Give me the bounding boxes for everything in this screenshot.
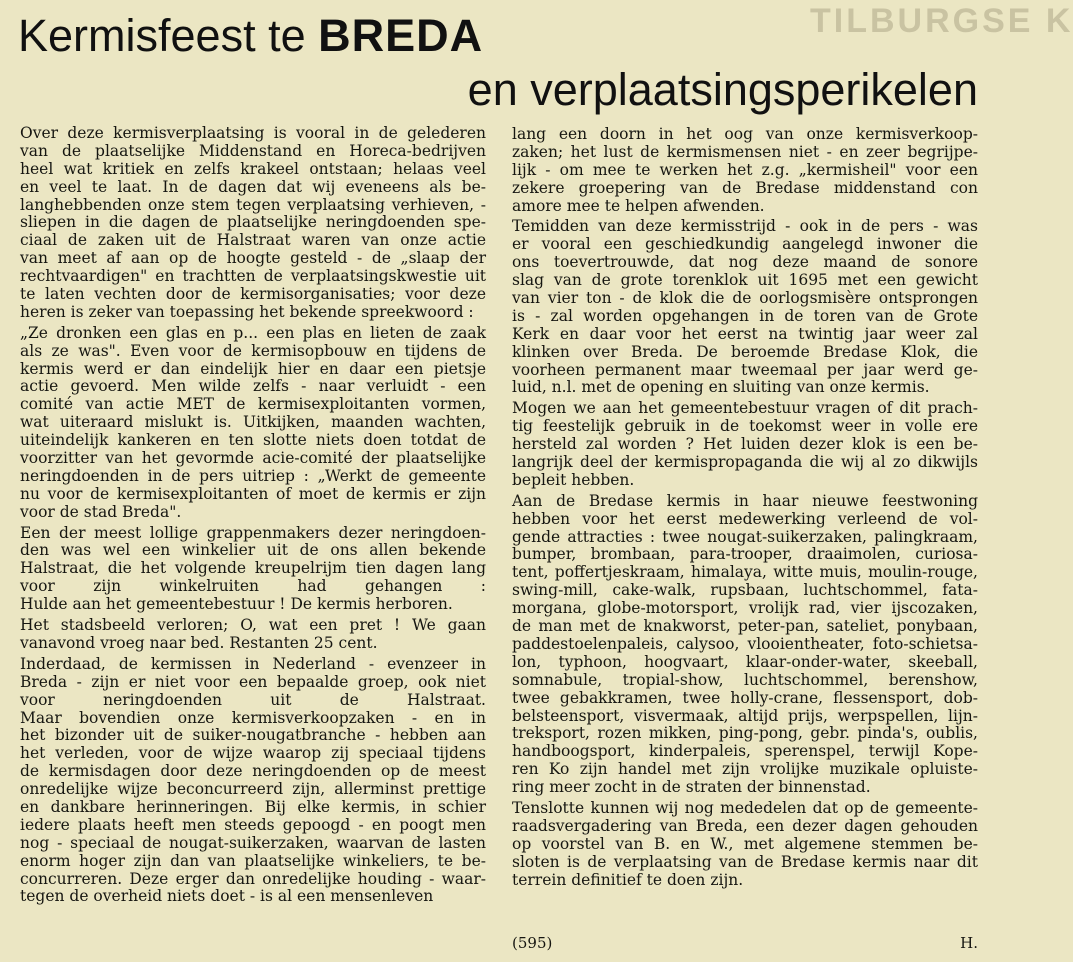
- text-line: sliepen in die dagen de plaatselijke neringdoenden spe-: [20, 213, 486, 232]
- paragraph: [512, 400, 978, 489]
- text-line: Breda - zijn er niet voor een bepaalde groep, ook niet: [20, 672, 486, 691]
- text-line: lon, typhoon, hoogvaart, klaar-onder-water, skeeball,: [512, 652, 978, 671]
- text-line: wat uiteraard mislukt is. Uitkijken, maanden wachten,: [20, 413, 486, 432]
- text-line: voor zijn winkelruiten had gehangen :: [20, 577, 486, 596]
- page-reference-number: (595): [512, 934, 553, 952]
- text-line: kermis werd er dan eindelijk hier en daar een pietsje: [20, 359, 486, 378]
- text-line: van vier ton - de klok die de oorlogsmisère ontsprongen: [512, 289, 978, 308]
- text-line: voorheen permanent maar tweemaal per jaar werd ge-: [512, 360, 978, 379]
- text-line: zekere groepering van de Bredase middenstand con: [512, 178, 978, 197]
- text-line: en dankbare herinneringen. Bij elke kermis, in schier: [20, 797, 486, 816]
- text-line: Mogen we aan het gemeentebestuur vragen of dit prach-: [512, 399, 978, 418]
- paragraph: [20, 656, 486, 906]
- text-line: hebben voor het eerst medewerking verleend de vol-: [512, 509, 978, 528]
- text-line: gende attracties : twee nougat-suikerzaken, palingkraam,: [512, 527, 978, 546]
- text-line: het bizonder uit de suiker-nougatbranche - hebben aan: [20, 726, 486, 745]
- text-line: de kermisdagen door deze neringdoenden op de meest: [20, 762, 486, 781]
- text-line: van meet af aan op de hoogte gesteld - de „slaap der: [20, 249, 486, 268]
- text-line: Tenslotte kunnen wij nog mededelen dat op de gemeente-: [512, 798, 978, 817]
- author-signature: H.: [960, 934, 978, 952]
- text-line: treksport, rozen mikken, ping-pong, gebr. pinda's, oublis,: [512, 724, 978, 743]
- text-line: langhebbenden onze stem tegen verplaatsing verhieven, -: [20, 195, 486, 214]
- text-line: tig feestelijk gebruik in de toekomst weer in volle ere: [512, 417, 978, 436]
- text-line: hersteld zal worden ? Het luiden dezer klok is een be-: [512, 435, 978, 454]
- text-line: van de plaatselijke Middenstand en Horeca-bedrijven: [20, 141, 486, 160]
- text-line: zaken; het lust de kermismensen niet - en zeer begrijpe-: [512, 142, 978, 161]
- text-line: lijk - om mee te werken het z.g. „kermisheil" voor een: [512, 160, 978, 179]
- article-footer: [512, 934, 978, 952]
- text-line: „Ze dronken een glas en p... een plas en lieten de zaak: [20, 323, 486, 342]
- text-line: het verleden, voor de wijze waarop zij speciaal tijdens: [20, 744, 486, 763]
- text-line: concurreren. Deze erger dan onredelijke houding - waar-: [20, 869, 486, 888]
- text-line: ciaal de zaken uit de Halstraat waren van onze actie: [20, 231, 486, 250]
- text-line: handboogsport, kinderpaleis, sperenspel, terwijl Kope-: [512, 742, 978, 761]
- article-title: [18, 8, 483, 64]
- text-line: er vooral een geschiedkundig aangelegd inwoner die: [512, 235, 978, 254]
- paragraph: [20, 325, 486, 522]
- text-line: is - zal worden opgehangen in de toren van de Grote: [512, 306, 978, 325]
- text-line: luid, n.l. met de opening en sluiting van onze kermis.: [512, 378, 930, 397]
- text-line: voor de stad Breda".: [20, 502, 182, 521]
- paragraph: [512, 800, 978, 889]
- article-title-line2: en verplaatsingsperikelen: [467, 64, 978, 115]
- text-line: Kerk en daar voor het eerst na twintig jaar weer zal: [512, 324, 978, 343]
- text-line: Het stadsbeeld verloren; O, wat een pret ! We gaan: [20, 616, 486, 635]
- text-line: en veel te laat. In de dagen dat wij eveneens als be-: [20, 177, 486, 196]
- text-line: ons toevertrouwde, dat nog deze maand de sonore: [512, 253, 978, 272]
- text-line: rechtvaardigen" en trachtten de verplaatsingskwestie uit: [20, 267, 486, 286]
- text-line: nog - speciaal de nougat-suikerzaken, waarvan de lasten: [20, 833, 486, 852]
- text-line: voorzitter van het gevormde acie-comité der plaatselijke: [20, 449, 486, 468]
- right-column: [512, 126, 978, 889]
- text-line: twee gebakkramen, twee holly-crane, flessensport, dob-: [512, 688, 978, 707]
- text-line: onredelijke wijze beconcurreerd zijn, allerminst prettige: [20, 780, 486, 799]
- text-line: terrein definitief te doen zijn.: [512, 870, 744, 889]
- text-line: voor neringdoenden uit de Halstraat.: [20, 690, 486, 709]
- text-line: enorm hoger zijn dan van plaatselijke winkeliers, te be-: [20, 851, 486, 870]
- text-line: ring meer zocht in de straten der binnenstad.: [512, 778, 871, 797]
- text-line: vanavond vroeg naar bed. Restanten 25 cent.: [20, 633, 378, 652]
- text-line: Een der meest lollige grappenmakers dezer neringdoen-: [20, 523, 486, 542]
- text-line: nu voor de kermisexploitanten of moet de kermis er zijn: [20, 484, 486, 503]
- text-line: uiteindelijk kankeren en ten slotte niets doen totdat de: [20, 431, 486, 450]
- text-line: Aan de Bredase kermis in haar nieuwe feestwoning: [512, 491, 978, 510]
- left-column: [20, 125, 486, 906]
- bleed-through-heading: TILBURGSE K: [810, 2, 1073, 40]
- text-line: de man met de knakworst, peter-pan, sateliet, ponybaan,: [512, 617, 978, 636]
- text-line: raadsvergadering van Breda, een dezer dagen gehouden: [512, 816, 978, 835]
- text-line: bumper, brombaan, para-trooper, draaimolen, curiosa-: [512, 545, 978, 564]
- title-prefix: Kermisfeest te: [18, 10, 319, 61]
- text-line: lang een doorn in het oog van onze kermisverkoop-: [512, 125, 978, 143]
- text-line: Over deze kermisverplaatsing is vooral in de gelederen: [20, 124, 486, 142]
- text-line: op voorstel van B. en W., met algemene stemmen be-: [512, 834, 978, 853]
- text-line: slag van de grote torenklok uit 1695 met een gewicht: [512, 271, 978, 290]
- text-line: Maar bovendien onze kermisverkoopzaken - en in: [20, 708, 486, 727]
- text-line: Hulde aan het gemeentebestuur ! De kermis herboren.: [20, 595, 453, 614]
- text-line: Halstraat, die het volgende kreupelrijm tien dagen lang: [20, 559, 486, 578]
- text-line: comité van actie MET de kermisexploitanten vormen,: [20, 395, 486, 414]
- text-line: neringdoenden in de pers uitriep : „Werkt de gemeente: [20, 466, 486, 485]
- text-line: tent, poffertjeskraam, himalaya, witte muis, moulin-rouge,: [512, 563, 978, 582]
- text-line: ren Ko zijn handel met zijn vrolijke muzikale opluiste-: [512, 760, 978, 779]
- text-line: den was wel een winkelier uit de ons allen bekende: [20, 541, 486, 560]
- text-line: langrijk deel der kermispropaganda die wij al zo dikwijls: [512, 453, 978, 472]
- text-line: sloten is de verplaatsing van de Bredase kermis naar dit: [512, 852, 978, 871]
- text-line: paddestoelenpaleis, calysoo, vlooientheater, foto-schietsa-: [512, 634, 978, 653]
- text-line: morgana, globe-motorsport, vrolijk rad, vier ijscozaken,: [512, 599, 978, 618]
- text-line: te laten vechten door de kermisorganisaties; voor deze: [20, 285, 486, 304]
- text-line: bepleit hebben.: [512, 470, 635, 489]
- text-line: amore mee te helpen afwenden.: [512, 196, 765, 215]
- paragraph: [20, 125, 486, 322]
- text-line: tegen de overheid niets doet - is al een mensenleven: [20, 887, 434, 906]
- title-emphasis: BREDA: [318, 10, 484, 61]
- paragraph: [512, 126, 978, 215]
- text-line: somnabule, tropial-show, luchtschommel, berenshow,: [512, 670, 978, 689]
- text-line: heel wat kritiek en zelfs krakeel ontstaan; helaas veel: [20, 159, 486, 178]
- text-line: Inderdaad, de kermissen in Nederland - evenzeer in: [20, 654, 486, 673]
- text-line: klinken over Breda. De beroemde Bredase Klok, die: [512, 342, 978, 361]
- paragraph: [512, 493, 978, 797]
- paragraph: [512, 218, 978, 397]
- paragraph: [20, 617, 486, 653]
- text-line: iedere plaats heeft men steeds gepoogd - en poogt men: [20, 815, 486, 834]
- paragraph: [20, 525, 486, 614]
- text-line: swing-mill, cake-walk, rupsbaan, luchtschommel, fata-: [512, 581, 978, 600]
- text-line: als ze was". Even voor de kermisopbouw en tijdens de: [20, 341, 486, 360]
- text-line: Temidden van deze kermisstrijd - ook in de pers - was: [512, 217, 978, 236]
- text-line: belsteensport, visvermaak, altijd prijs, werpspellen, lijn-: [512, 706, 978, 725]
- text-line: heren is zeker van toepassing het bekende spreekwoord :: [20, 302, 474, 321]
- text-line: actie gevoerd. Men wilde zelfs - naar verluidt - een: [20, 377, 486, 396]
